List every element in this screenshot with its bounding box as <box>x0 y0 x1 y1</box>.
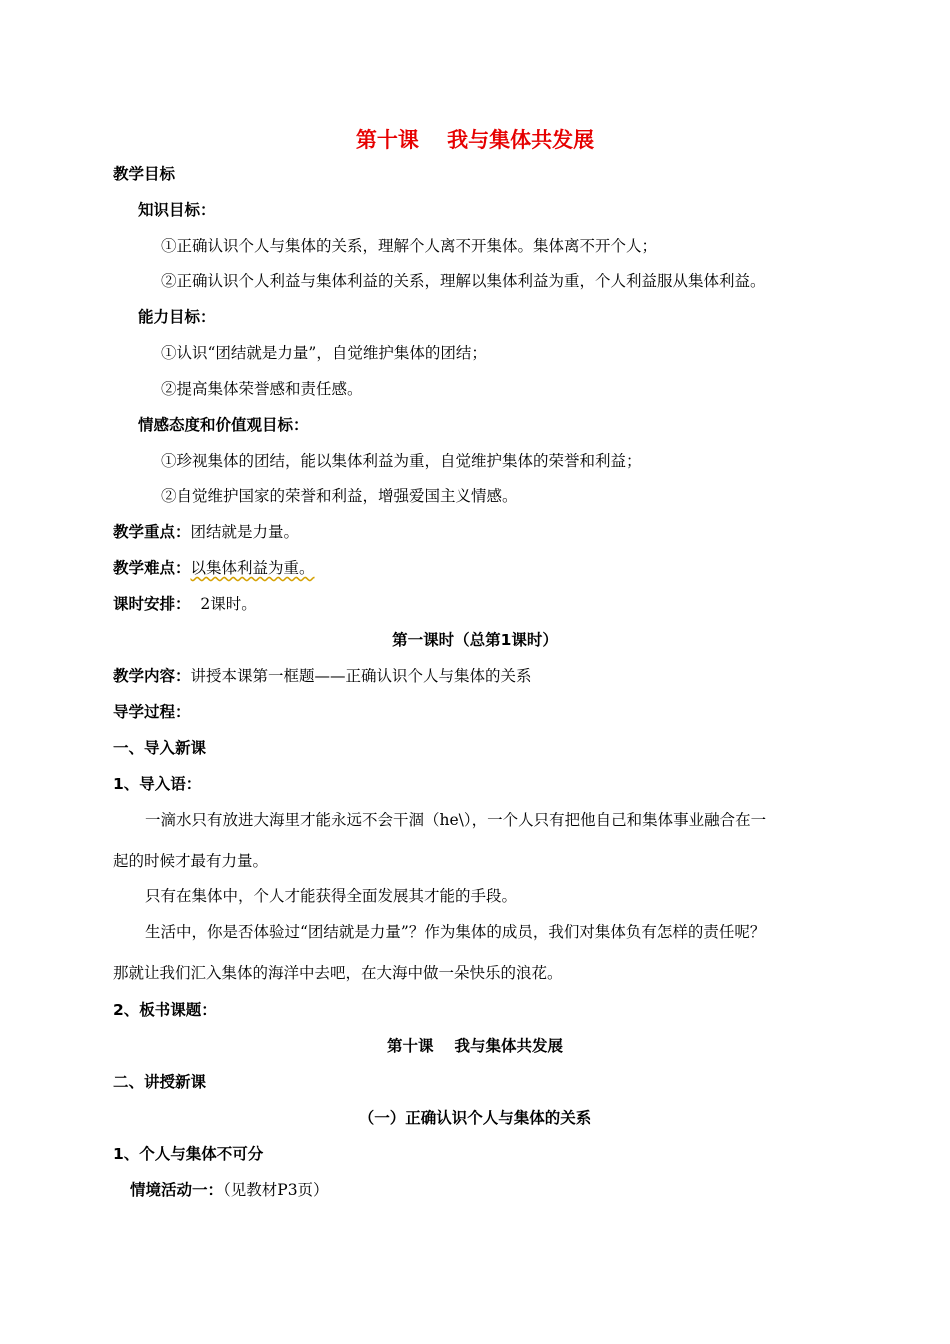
section-1-2-heading: 2、板书课题： <box>113 1001 217 1019</box>
key-point-text: 团结就是力量。 <box>190 523 300 541</box>
activity-text: （见教材P3页） <box>223 1181 329 1199</box>
subsection-1-heading: （一）正确认识个人与集体的关系 <box>358 1109 592 1127</box>
emotion-item: ②自觉维护国家的荣誉和利益，增强爱国主义情感。 <box>161 487 518 505</box>
content-line <box>113 666 532 686</box>
emotion-item: ①珍视集体的团结，能以集体利益为重，自觉维护集体的荣誉和利益； <box>161 452 642 470</box>
difficulty-text: 以集体利益为重。 <box>190 559 315 577</box>
subsection-1-1-heading: 1、个人与集体不可分 <box>113 1145 264 1163</box>
activity-line <box>130 1180 329 1200</box>
schedule <box>113 594 257 614</box>
emotion-label: 情感态度和价值观目标： <box>138 416 309 434</box>
process-label: 导学过程： <box>113 703 191 721</box>
key-point-label: 教学重点： <box>113 523 191 541</box>
intro-paragraph-3-line-1: 生活中，你是否体验过“团结就是力量”？作为集体的成员，我们对集体负有怎样的责任呢？ <box>145 923 766 941</box>
objectives-heading: 教学目标 <box>113 165 176 183</box>
schedule-text: 2课时。 <box>195 595 257 613</box>
page-title: 第十课 我与集体共发展 <box>355 128 595 152</box>
content-label: 教学内容： <box>113 667 191 685</box>
intro-paragraph-2: 只有在集体中，个人才能获得全面发展其才能的手段。 <box>145 887 518 905</box>
difficulty <box>113 558 315 578</box>
section-2-heading: 二、讲授新课 <box>113 1073 207 1091</box>
ability-label: 能力目标： <box>138 308 216 326</box>
ability-item: ②提高集体荣誉感和责任感。 <box>161 380 363 398</box>
content-text: 讲授本课第一框题——正确认识个人与集体的关系 <box>190 667 532 685</box>
difficulty-label: 教学难点： <box>113 559 191 577</box>
intro-paragraph-1-line-2: 起的时候才最有力量。 <box>113 852 269 870</box>
ability-item: ①认识“团结就是力量”，自觉维护集体的团结； <box>161 344 487 362</box>
board-title: 第十课 我与集体共发展 <box>387 1037 563 1055</box>
section-1-1-heading: 1、导入语： <box>113 775 202 793</box>
intro-paragraph-1-line-1: 一滴水只有放进大海里才能永远不会干涸（he\），一个人只有把他自己和集体事业融合在一 <box>145 811 767 829</box>
knowledge-label: 知识目标： <box>138 201 216 219</box>
lesson1-heading: 第一课时（总第1课时） <box>392 631 558 649</box>
schedule-label: 课时安排： <box>113 595 191 613</box>
knowledge-item: ②正确认识个人利益与集体利益的关系，理解以集体利益为重，个人利益服从集体利益。 <box>161 272 766 290</box>
knowledge-item: ①正确认识个人与集体的关系，理解个人离不开集体。集体离不开个人； <box>161 237 658 255</box>
intro-paragraph-3-line-2: 那就让我们汇入集体的海洋中去吧，在大海中做一朵快乐的浪花。 <box>113 964 563 982</box>
key-point <box>113 522 299 542</box>
section-1-heading: 一、导入新课 <box>113 739 207 757</box>
activity-label: 情境活动一： <box>130 1181 224 1199</box>
